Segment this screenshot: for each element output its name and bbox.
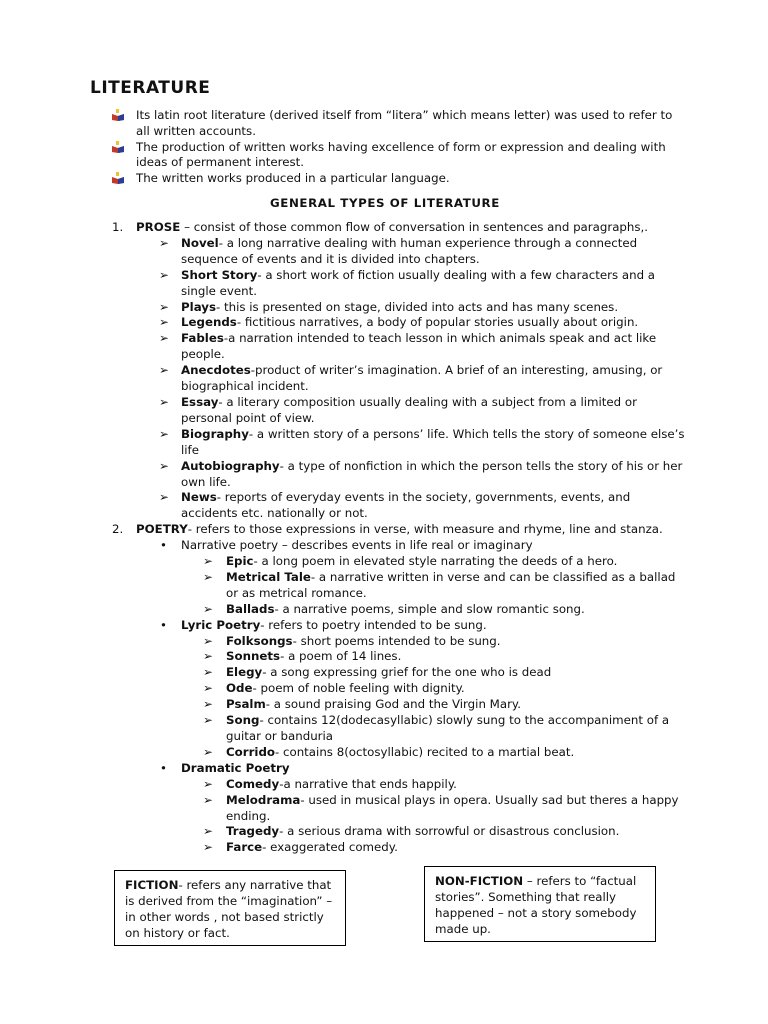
prose-item [112,268,687,300]
poetry-item [112,554,687,570]
arrow-bullet-icon: ➢ [203,697,213,712]
arrow-bullet-icon: ➢ [203,713,213,728]
book-bullet-icon [112,141,124,153]
term: POETRY [136,522,188,537]
arrow-bullet-icon: ➢ [203,824,213,839]
poetry-item [112,697,687,713]
poetry-group [112,538,687,554]
definition: - a long poem in elevated style narrating the deeds of a hero. [253,554,618,569]
intro-list [112,108,682,187]
arrow-bullet-icon: ➢ [203,649,213,664]
intro-text: The production of written works having excellence of form or expression and dealing with ideas of permanent interest. [136,139,666,170]
term: Anecdotes [181,363,251,378]
prose-item [112,300,687,316]
definition: - fictitious narratives, a body of popular stories usually about origin. [236,315,639,330]
arrow-bullet-icon: ➢ [203,776,213,791]
poetry-group [112,618,687,634]
term: Ode [226,681,253,696]
poetry-item [112,824,687,840]
prose-item [112,490,687,522]
intro-text: The written works produced in a particular language. [136,171,450,186]
group-term: Dramatic Poetry [181,760,290,775]
term: News [181,490,217,505]
intro-item [112,171,682,187]
arrow-bullet-icon: ➢ [159,363,169,378]
term: Tragedy [226,824,280,839]
term: Biography [181,426,249,441]
group-term: Lyric Poetry [181,617,261,632]
definition: - refers to those expressions in verse, with measure and rhyme, line and stanza. [187,522,663,537]
book-bullet-icon [112,172,124,184]
definition: - a short work of fiction usually dealing with a few characters and a single event. [181,267,656,298]
group-term: Narrative poetry [181,538,279,553]
list-number: 2. [112,522,124,537]
definition: - a long narrative dealing with human experience through a connected sequence of events and it is divided into chapters. [181,235,638,266]
definition: - a narrative written in verse and can be classified as a ballad or as metrical romance. [226,569,676,600]
prose-heading [112,220,687,236]
dot-bullet-icon: • [160,760,167,775]
arrow-bullet-icon: ➢ [159,458,169,473]
poetry-item [112,713,687,745]
book-bullet-icon [112,109,124,121]
poetry-item [112,777,687,793]
definition: - short poems intended to be sung. [292,633,501,648]
definition: - used in musical plays in opera. Usually sad but theres a happy ending. [226,792,679,823]
dot-bullet-icon: • [160,617,167,632]
arrow-bullet-icon: ➢ [203,744,213,759]
definition: - a serious drama with sorrowful or disastrous conclusion. [279,824,620,839]
term: Legends [181,315,237,330]
definition: - a song expressing grief for the one who is dead [262,665,552,680]
definition: -product of writer’s imagination. A brief of an interesting, amusing, or biographical incident. [181,363,663,394]
poetry-item [112,840,687,856]
definition: - a written story of a persons’ life. Which tells the story of someone else’s life [181,426,685,457]
definition: - this is presented on stage, divided into acts and has many scenes. [216,299,619,314]
prose-item [112,331,687,363]
literature-types [112,220,687,856]
arrow-bullet-icon: ➢ [159,331,169,346]
prose-item [112,236,687,268]
definition: -a narration intended to teach lesson in which animals speak and act like people. [181,331,657,362]
arrow-bullet-icon: ➢ [203,665,213,680]
term: Short Story [181,267,258,282]
term: Plays [181,299,216,314]
arrow-bullet-icon: ➢ [159,299,169,314]
arrow-bullet-icon: ➢ [203,840,213,855]
arrow-bullet-icon: ➢ [159,315,169,330]
term: Metrical Tale [226,569,311,584]
definition: - a type of nonfiction in which the person tells the story of his or her own life. [181,458,683,489]
term: Folksongs [226,633,293,648]
poetry-heading [112,522,687,538]
arrow-bullet-icon: ➢ [203,792,213,807]
arrow-bullet-icon: ➢ [159,426,169,441]
poetry-item [112,634,687,650]
arrow-bullet-icon: ➢ [203,681,213,696]
list-number: 1. [112,220,124,234]
arrow-bullet-icon: ➢ [159,267,169,282]
section-heading: GENERAL TYPES OF LITERATURE [270,196,500,210]
poetry-group [112,761,687,777]
intro-item [112,108,682,140]
definition: - a sound praising God and the Virgin Mary. [265,697,521,712]
term: Song [226,713,260,728]
poetry-item [112,665,687,681]
term: Comedy [226,776,280,791]
prose-item [112,395,687,427]
term: Ballads [226,601,275,616]
prose-item [112,363,687,395]
poetry-item [112,681,687,697]
poetry-item [112,602,687,618]
definition: - a literary composition usually dealing with a subject from a limited or personal point of view. [181,394,637,425]
arrow-bullet-icon: ➢ [159,394,169,409]
definition: - a narrative poems, simple and slow romantic song. [274,601,585,616]
definition: - poem of noble feeling with dignity. [252,681,465,696]
prose-item [112,315,687,331]
term: Farce [226,840,263,855]
definition: - exaggerated comedy. [262,840,398,855]
term: Elegy [226,665,263,680]
nonfiction-definition-box [424,866,656,942]
dot-bullet-icon: • [160,538,167,553]
poetry-item [112,745,687,761]
definition: - a poem of 14 lines. [280,649,402,664]
definition: - reports of everyday events in the society, governments, events, and accidents etc. nationally or not. [181,490,631,521]
box-term: NON-FICTION [435,874,524,888]
arrow-bullet-icon: ➢ [203,633,213,648]
fiction-definition-box [114,870,346,946]
arrow-bullet-icon: ➢ [203,554,213,569]
poetry-item [112,649,687,665]
term: Corrido [226,744,275,759]
arrow-bullet-icon: ➢ [159,490,169,505]
definition: - contains 12(dodecasyllabic) slowly sung to the accompaniment of a guitar or banduria [226,713,670,743]
definition: -a narrative that ends happily. [279,776,457,791]
term: Melodrama [226,792,301,807]
poetry-item [112,793,687,825]
term: Novel [181,235,219,250]
term: Psalm [226,697,266,712]
group-definition: - refers to poetry intended to be sung. [260,617,487,632]
prose-item [112,459,687,491]
box-term: FICTION [125,878,179,892]
term: Essay [181,394,219,409]
term: PROSE [136,220,181,234]
arrow-bullet-icon: ➢ [203,601,213,616]
group-definition: – describes events in life real or imaginary [278,538,533,553]
poetry-item [112,570,687,602]
intro-item [112,140,682,172]
definition: – consist of those common flow of conversation in sentences and paragraphs,. [180,220,649,234]
term: Fables [181,331,224,346]
definition: - contains 8(octosyllabic) recited to a martial beat. [275,744,575,759]
term: Autobiography [181,458,280,473]
intro-text: Its latin root literature (derived itself from “litera” which means letter) was used to refer to all written accounts. [136,108,673,138]
page-title: LITERATURE [90,78,211,98]
box-definition: – refers to “factual stories”. Something that really happened – not a story somebody made up. [435,874,637,936]
arrow-bullet-icon: ➢ [159,235,169,250]
term: Epic [226,554,254,569]
prose-item [112,427,687,459]
box-definition: - refers any narrative that is derived from the “imagination” –in other words , not based strictly on history or fact. [125,878,333,940]
arrow-bullet-icon: ➢ [203,569,213,584]
term: Sonnets [226,649,281,664]
